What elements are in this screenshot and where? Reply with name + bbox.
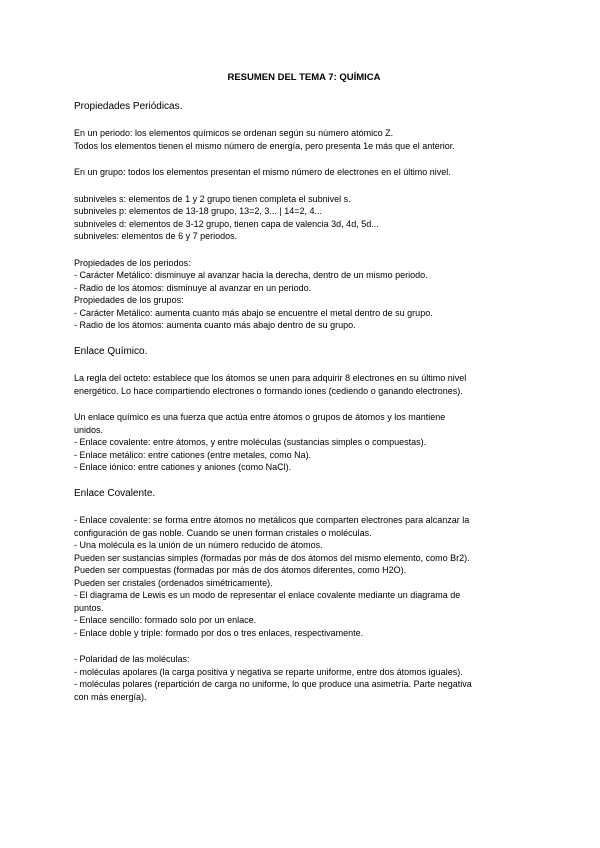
text-line: Pueden ser sustancias simples (formadas por más de dos átomos del mismo elemento, como Br2). [74, 552, 470, 563]
text-line: Un enlace químico es una fuerza que actúa entre átomos o grupos de átomos y los mantiene [74, 412, 446, 422]
text-line: - Enlace doble y triple: formado por dos o tres enlaces, respectivamente. [74, 627, 364, 638]
text-line: - moléculas apolares (la carga positiva y negativa se reparte uniforme, entre dos átomos iguales). [74, 666, 463, 677]
text-line: - Carácter Metálico: aumenta cuanto más abajo se encuentre el metal dentro de su grupo. [74, 307, 433, 318]
text-line: - Una molécula es la unión de un número reducido de átomos. [74, 540, 323, 550]
text-line: Pueden ser compuestas (formadas por más de dos átomos diferentes, como H2O). [74, 565, 407, 575]
text-line: con más energía). [74, 691, 147, 702]
section-heading-enlace: Enlace Químico. [74, 345, 148, 357]
document-title: RESUMEN DEL TEMA 7: QUÍMICA [227, 72, 381, 83]
text-line: - Enlace metálico: entre cationes (entre metales, como Na). [74, 449, 312, 460]
periodo-paragraph [74, 127, 534, 152]
text-line: configuración de gas noble. Cuando se unen forman cristales o moléculas. [74, 527, 372, 538]
text-line: puntos. [74, 602, 104, 613]
polaridad-list [74, 653, 534, 703]
text-line: subniveles d: elementos de 3-12 grupo, tienen capa de valencia 3d, 4d, 5d... [74, 218, 379, 229]
text-line: Todos los elementos tienen el mismo número de energía, pero presenta 1e más que el anterior. [74, 140, 455, 151]
octeto-paragraph [74, 372, 534, 397]
text-line: subniveles s: elementos de 1 y 2 grupo tienen completa el subnivel s. [74, 193, 351, 204]
subniveles-list [74, 193, 534, 243]
propiedades-list [74, 257, 534, 332]
text-line: - Radio de los átomos: aumenta cuanto más abajo dentro de su grupo. [74, 320, 356, 330]
text-line: - Radio de los átomos: disminuye al avanzar en un periodo. [74, 282, 312, 293]
text-line: - moléculas polares (repartición de carga no uniforme, lo que produce una asimetría. Parte negativa [74, 679, 472, 689]
text-line: Pueden ser cristales (ordenados simétricamente). [74, 577, 273, 588]
text-line: - El diagrama de Lewis es un modo de representar el enlace covalente mediante un diagrama de [74, 590, 461, 600]
tipos-enlace-list [74, 411, 534, 474]
text-line: - Polaridad de las moléculas: [74, 654, 190, 664]
grupo-paragraph [74, 166, 534, 179]
document-content [74, 72, 534, 717]
text-line: La regla del octeto: establece que los átomos se unen para adquirir 8 electrones en su último nivel [74, 373, 467, 383]
text-line: subniveles p: elementos de 13-18 grupo, 13=2, 3... | 14=2, 4... [74, 206, 323, 216]
section-heading-periodicas: Propiedades Periódicas. [74, 100, 183, 112]
text-line: En un grupo: todos los elementos presentan el mismo número de electrones en el último nivel. [74, 167, 451, 177]
text-line: Propiedades de los periodos: [74, 257, 191, 268]
text-line: - Enlace sencillo: formado solo por un enlace. [74, 615, 257, 625]
text-line: - Carácter Metálico: disminuye al avanzar hacia la derecha, dentro de un mismo periodo. [74, 270, 428, 280]
text-line: En un periodo: los elementos químicos se ordenan según su número atómico Z. [74, 128, 394, 138]
covalente-list [74, 514, 534, 639]
text-line: unidos. [74, 424, 104, 435]
text-line: - Enlace covalente: se forma entre átomos no metálicos que comparten electrones para alcanzar la [74, 515, 470, 525]
text-line: - Enlace covalente: entre átomos, y entre moléculas (sustancias simples o compuestas). [74, 437, 427, 447]
text-line: Propiedades de los grupos: [74, 295, 184, 305]
section-heading-covalente: Enlace Covalente. [74, 487, 156, 499]
text-line: - Enlace iónico: entre cationes y aniones (como NaCl). [74, 462, 292, 472]
text-line: energético. Lo hace compartiendo electrones o formando iones (cediendo o ganando electrones). [74, 385, 463, 396]
text-line: subniveles: elementos de 6 y 7 periodos. [74, 231, 238, 241]
